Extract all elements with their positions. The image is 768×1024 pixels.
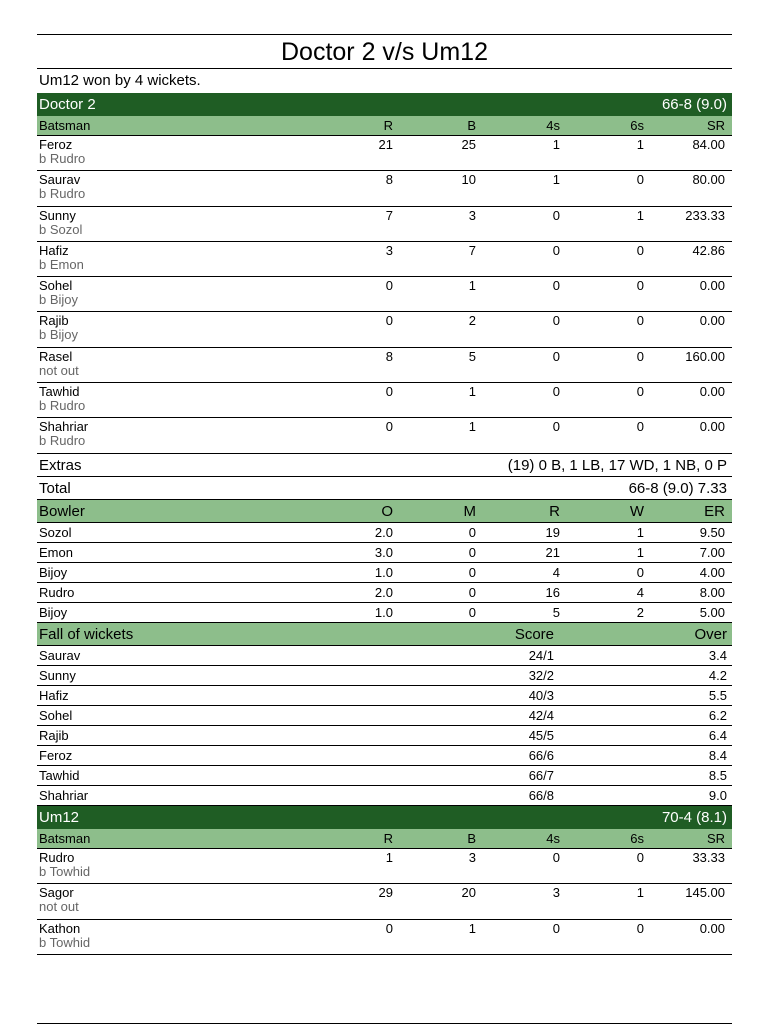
batsman-name: Saurav (39, 172, 81, 188)
batsman-balls: 1 (468, 384, 476, 400)
batsman-strike-rate: 0.00 (699, 313, 725, 329)
total-row (37, 477, 732, 500)
bowler-maidens: 0 (468, 564, 476, 580)
fow-batsman: Shahriar (39, 787, 89, 803)
total-label: Total (39, 479, 71, 497)
batsman-fours: 0 (552, 242, 560, 258)
batsman-sixes: 0 (636, 348, 644, 364)
batsman-runs: 3 (385, 242, 393, 258)
fow-row (37, 706, 732, 726)
batsman-runs: 0 (385, 278, 393, 294)
batsman-runs: 0 (385, 920, 393, 936)
batsman-strike-rate: 160.00 (685, 348, 725, 364)
batsman-strike-rate: 0.00 (699, 419, 725, 435)
bowler-wickets: 4 (636, 584, 644, 600)
bowler-row (37, 523, 732, 543)
batsman-dismissal: b Rudro (39, 433, 86, 449)
bowler-overs: 1.0 (374, 564, 393, 580)
batsman-strike-rate: 80.00 (692, 172, 725, 188)
col-balls: B (467, 831, 476, 846)
fow-score: 66/8 (528, 787, 554, 803)
col-strike-rate: SR (706, 118, 725, 133)
batsman-cell (37, 383, 302, 417)
bowler-name: Sozol (39, 524, 72, 540)
batsman-runs: 0 (385, 419, 393, 435)
fow-list (37, 646, 732, 806)
fow-over: 8.4 (708, 747, 727, 763)
batsman-runs: 1 (385, 850, 393, 865)
col-overs: O (381, 502, 393, 520)
col-runs-conceded: R (549, 502, 560, 520)
batsman-row (37, 849, 732, 884)
bowler-maidens: 0 (468, 604, 476, 620)
bowler-name: Rudro (39, 584, 75, 600)
batsman-cell (37, 884, 302, 918)
batsman-dismissal: not out (39, 899, 79, 915)
batsman-dismissal: b Rudro (39, 398, 86, 414)
innings-1 (37, 93, 732, 806)
fow-batsman: Saurav (39, 647, 81, 663)
batsman-strike-rate: 0.00 (699, 920, 725, 936)
bowler-row (37, 583, 732, 603)
bowler-row (37, 563, 732, 583)
batsman-row (37, 884, 732, 919)
fow-over: 8.5 (708, 767, 727, 783)
batsman-name: Feroz (39, 137, 73, 152)
bowler-wickets: 0 (636, 564, 644, 580)
bowler-runs: 5 (552, 604, 560, 620)
batsman-strike-rate: 145.00 (685, 885, 725, 901)
col-runs: R (383, 831, 393, 846)
batsman-runs: 7 (385, 207, 393, 223)
fow-score: 40/3 (528, 687, 554, 703)
bowler-economy: 7.00 (699, 544, 725, 560)
batsman-strike-rate: 233.33 (685, 207, 725, 223)
batsman-sixes: 0 (636, 313, 644, 329)
batsman-row (37, 348, 732, 383)
col-batsman: Batsman (39, 118, 91, 133)
batsman-cell (37, 312, 302, 346)
batsman-name: Sagor (39, 885, 74, 901)
batsman-sixes: 0 (636, 850, 644, 865)
batting-list (37, 849, 732, 955)
bowler-runs: 21 (545, 544, 560, 560)
batsman-cell (37, 242, 302, 276)
col-sixes: 6s (630, 118, 644, 133)
col-batsman: Batsman (39, 831, 91, 846)
col-wickets: W (629, 502, 644, 520)
batsman-strike-rate: 42.86 (692, 242, 725, 258)
bowler-maidens: 0 (468, 584, 476, 600)
batsman-runs: 0 (385, 384, 393, 400)
bowler-wickets: 1 (636, 544, 644, 560)
bowler-row (37, 543, 732, 563)
bowler-overs: 3.0 (374, 544, 393, 560)
extras-row (37, 454, 732, 477)
batsman-dismissal: b Rudro (39, 151, 86, 166)
batsman-strike-rate: 84.00 (692, 137, 725, 152)
col-fours: 4s (546, 118, 560, 133)
batsman-cell (37, 136, 302, 170)
fow-score: 66/7 (528, 767, 554, 783)
batsman-fours: 0 (552, 278, 560, 294)
fow-row (37, 746, 732, 766)
batsman-balls: 1 (468, 419, 476, 435)
bowler-row (37, 603, 732, 623)
batsman-runs: 29 (378, 885, 393, 901)
batsman-runs: 8 (385, 348, 393, 364)
batsman-row (37, 171, 732, 206)
batsman-name: Rajib (39, 313, 69, 329)
batsman-sixes: 0 (636, 242, 644, 258)
bowler-name: Bijoy (39, 564, 68, 580)
batsman-fours: 1 (552, 137, 560, 152)
batsman-strike-rate: 33.33 (692, 850, 725, 865)
batsman-runs: 8 (385, 172, 393, 188)
batting-column-header (37, 829, 732, 849)
batsman-name: Rudro (39, 850, 75, 865)
batsman-cell (37, 920, 302, 954)
batsman-name: Sunny (39, 207, 76, 223)
batsman-cell (37, 277, 302, 311)
batsman-cell (37, 348, 302, 382)
batsman-balls: 25 (461, 137, 476, 152)
batsman-name: Shahriar (39, 419, 89, 435)
batsman-row (37, 207, 732, 242)
bowler-wickets: 2 (636, 604, 644, 620)
fow-over: 6.4 (708, 727, 727, 743)
bowler-economy: 9.50 (699, 524, 725, 540)
batsman-fours: 1 (552, 172, 560, 188)
batsman-row (37, 277, 732, 312)
fow-score: 32/2 (528, 667, 554, 683)
fow-over: 5.5 (708, 687, 727, 703)
batsman-row (37, 136, 732, 171)
batsman-sixes: 0 (636, 172, 644, 188)
batsman-dismissal: b Towhid (39, 934, 91, 950)
batsman-fours: 0 (552, 920, 560, 936)
batsman-balls: 5 (468, 348, 476, 364)
batsman-cell (37, 171, 302, 205)
batsman-fours: 0 (552, 348, 560, 364)
fow-score: 45/5 (528, 727, 554, 743)
fow-row (37, 666, 732, 686)
batsman-name: Tawhid (39, 384, 80, 400)
fow-score: 42/4 (528, 707, 554, 723)
batsman-balls: 1 (468, 278, 476, 294)
batsman-cell (37, 207, 302, 241)
batsman-fours: 0 (552, 419, 560, 435)
batsman-sixes: 1 (636, 137, 644, 152)
batsman-row (37, 418, 732, 453)
bowler-maidens: 0 (468, 524, 476, 540)
batsman-fours: 0 (552, 313, 560, 329)
batsman-balls: 20 (461, 885, 476, 901)
col-balls: B (467, 118, 476, 133)
batsman-row (37, 312, 732, 347)
bowler-runs: 16 (545, 584, 560, 600)
col-sixes: 6s (630, 831, 644, 846)
match-result: Um12 won by 4 wickets. (39, 72, 201, 89)
fow-row (37, 646, 732, 666)
col-economy: ER (704, 502, 725, 520)
col-fours: 4s (546, 831, 560, 846)
batsman-balls: 10 (461, 172, 476, 188)
fow-score: 24/1 (528, 647, 554, 663)
col-fow-score: Score (514, 625, 554, 643)
batsman-dismissal: b Bijoy (39, 292, 79, 308)
bowler-name: Bijoy (39, 604, 68, 620)
batsman-sixes: 0 (636, 278, 644, 294)
bowler-overs: 2.0 (374, 584, 393, 600)
batsman-strike-rate: 0.00 (699, 278, 725, 294)
col-strike-rate: SR (706, 831, 725, 846)
batsman-strike-rate: 0.00 (699, 384, 725, 400)
batsman-fours: 0 (552, 384, 560, 400)
batsman-fours: 0 (552, 207, 560, 223)
fow-score: 66/6 (528, 747, 554, 763)
fow-column-header (37, 623, 732, 646)
batsman-dismissal: b Sozol (39, 221, 83, 237)
innings-1-team-header (37, 93, 732, 116)
batsman-row (37, 383, 732, 418)
batsman-balls: 2 (468, 313, 476, 329)
bowler-runs: 4 (552, 564, 560, 580)
col-fall-of-wickets: Fall of wickets (39, 625, 134, 643)
bowler-economy: 8.00 (699, 584, 725, 600)
batsman-row (37, 242, 732, 277)
bowling-column-header (37, 500, 732, 523)
fow-over: 6.2 (708, 707, 727, 723)
batsman-sixes: 0 (636, 920, 644, 936)
batsman-dismissal: b Bijoy (39, 327, 79, 343)
batsman-cell (37, 849, 302, 883)
extras-label: Extras (39, 456, 82, 474)
batsman-name: Hafiz (39, 242, 69, 258)
batsman-runs: 0 (385, 313, 393, 329)
batting-column-header (37, 116, 732, 136)
batsman-sixes: 1 (636, 885, 644, 901)
team-score: 66-8 (9.0) (661, 96, 727, 113)
batsman-runs: 21 (378, 137, 393, 152)
batsman-name: Rasel (39, 348, 73, 364)
fow-row (37, 766, 732, 786)
batsman-row (37, 920, 732, 955)
batsman-dismissal: not out (39, 362, 79, 378)
batsman-dismissal: b Rudro (39, 186, 86, 202)
bowler-overs: 2.0 (374, 524, 393, 540)
fow-batsman: Sohel (39, 707, 73, 723)
batsman-balls: 7 (468, 242, 476, 258)
fow-batsman: Sunny (39, 667, 76, 683)
batsman-sixes: 1 (636, 207, 644, 223)
innings-2 (37, 806, 732, 955)
fow-row (37, 686, 732, 706)
fow-over: 4.2 (708, 667, 727, 683)
batsman-balls: 3 (468, 207, 476, 223)
batsman-cell (37, 418, 302, 452)
bowler-maidens: 0 (468, 544, 476, 560)
fow-over: 9.0 (708, 787, 727, 803)
col-runs: R (383, 118, 393, 133)
fow-row (37, 726, 732, 746)
batsman-balls: 1 (468, 920, 476, 936)
batsman-fours: 0 (552, 850, 560, 865)
batsman-sixes: 0 (636, 384, 644, 400)
extras-value: (19) 0 B, 1 LB, 17 WD, 1 NB, 0 P (507, 456, 727, 474)
col-fow-over: Over (694, 625, 727, 643)
team-name: Doctor 2 (39, 96, 96, 113)
batsman-dismissal: b Towhid (39, 864, 91, 879)
fow-over: 3.4 (708, 647, 727, 663)
batsman-name: Sohel (39, 278, 73, 294)
bowler-name: Emon (39, 544, 73, 560)
bowler-runs: 19 (545, 524, 560, 540)
bowler-economy: 4.00 (699, 564, 725, 580)
innings-2-team-header (37, 806, 732, 829)
fow-batsman: Tawhid (39, 767, 80, 783)
bowler-wickets: 1 (636, 524, 644, 540)
bowler-overs: 1.0 (374, 604, 393, 620)
bowler-economy: 5.00 (699, 604, 725, 620)
team-score: 70-4 (8.1) (661, 809, 727, 826)
batsman-dismissal: b Emon (39, 256, 84, 272)
total-value: 66-8 (9.0) 7.33 (628, 479, 727, 497)
fow-batsman: Rajib (39, 727, 69, 743)
match-title: Doctor 2 v/s Um12 (37, 35, 732, 69)
team-name: Um12 (39, 809, 80, 826)
bowling-list (37, 523, 732, 623)
col-maidens: M (463, 502, 476, 520)
batsman-name: Kathon (39, 920, 81, 936)
batting-list (37, 136, 732, 454)
batsman-balls: 3 (468, 850, 476, 865)
batsman-fours: 3 (552, 885, 560, 901)
fow-batsman: Hafiz (39, 687, 69, 703)
batsman-sixes: 0 (636, 419, 644, 435)
fow-batsman: Feroz (39, 747, 73, 763)
col-bowler: Bowler (39, 502, 85, 520)
fow-row (37, 786, 732, 806)
